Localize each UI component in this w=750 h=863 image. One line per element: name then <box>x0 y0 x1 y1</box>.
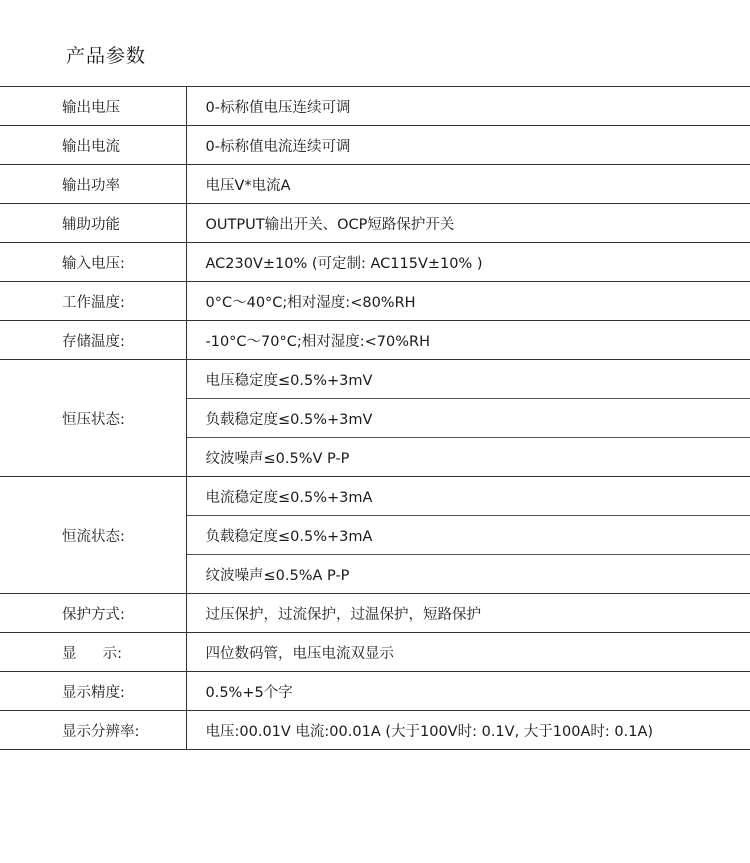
row-value: AC230V±10% (可定制: AC115V±10% ) <box>186 243 750 282</box>
table-row <box>0 165 750 204</box>
row-value: 0.5%+5个字 <box>186 672 750 711</box>
row-value: -10°C～70°C;相对湿度:<70%RH <box>186 321 750 360</box>
table-row <box>0 711 750 750</box>
table-row <box>0 672 750 711</box>
row-label: 存储温度: <box>0 321 186 360</box>
row-value: 0-标称值电流连续可调 <box>186 126 750 165</box>
row-label: 输出电压 <box>0 87 186 126</box>
row-value: 电压稳定度≤0.5%+3mV <box>205 372 373 389</box>
row-label: 输出功率 <box>0 165 186 204</box>
row-label: 保护方式: <box>0 594 186 633</box>
table-row <box>0 204 750 243</box>
row-label: 恒流状态: <box>0 477 186 594</box>
spec-table <box>0 86 750 750</box>
table-row <box>0 477 750 516</box>
row-value: 电流稳定度≤0.5%+3mA <box>205 489 373 506</box>
table-row <box>0 360 750 399</box>
row-value: 四位数码管，电压电流双显示 <box>186 633 750 672</box>
row-value: 纹波噪声≤0.5%V P-P <box>186 438 750 477</box>
table-row <box>0 594 750 633</box>
row-label: 输出电流 <box>0 126 186 165</box>
row-value: 负载稳定度≤0.5%+3mV <box>186 399 750 438</box>
table-row <box>0 243 750 282</box>
row-label: 显示精度: <box>0 672 186 711</box>
table-row <box>0 633 750 672</box>
row-label-part: 显 <box>62 645 77 662</box>
row-value: 过压保护，过流保护，过温保护，短路保护 <box>186 594 750 633</box>
row-value: OUTPUT输出开关、OCP短路保护开关 <box>186 204 750 243</box>
row-label: 恒压状态: <box>0 360 186 477</box>
row-value: 0-标称值电压连续可调 <box>186 87 750 126</box>
row-value: 电压:00.01V 电流:00.01A (大于100V时: 0.1V, 大于100A时: 0.1A) <box>186 711 750 750</box>
row-value: 负载稳定度≤0.5%+3mA <box>186 516 750 555</box>
row-label: 显示分辨率: <box>0 711 186 750</box>
row-value: 电压V*电流A <box>186 165 750 204</box>
table-row <box>0 87 750 126</box>
row-label-part: 示: <box>102 645 122 662</box>
row-label <box>0 633 186 672</box>
row-label: 工作温度: <box>0 282 186 321</box>
table-row <box>0 282 750 321</box>
row-label: 输入电压: <box>0 243 186 282</box>
row-value: 纹波噪声≤0.5%A P-P <box>186 555 750 594</box>
table-row <box>0 126 750 165</box>
row-value: 0°C～40°C;相对湿度:<80%RH <box>186 282 750 321</box>
row-label: 辅助功能 <box>0 204 186 243</box>
section-title: 产品参数 <box>66 45 147 67</box>
table-row <box>0 321 750 360</box>
